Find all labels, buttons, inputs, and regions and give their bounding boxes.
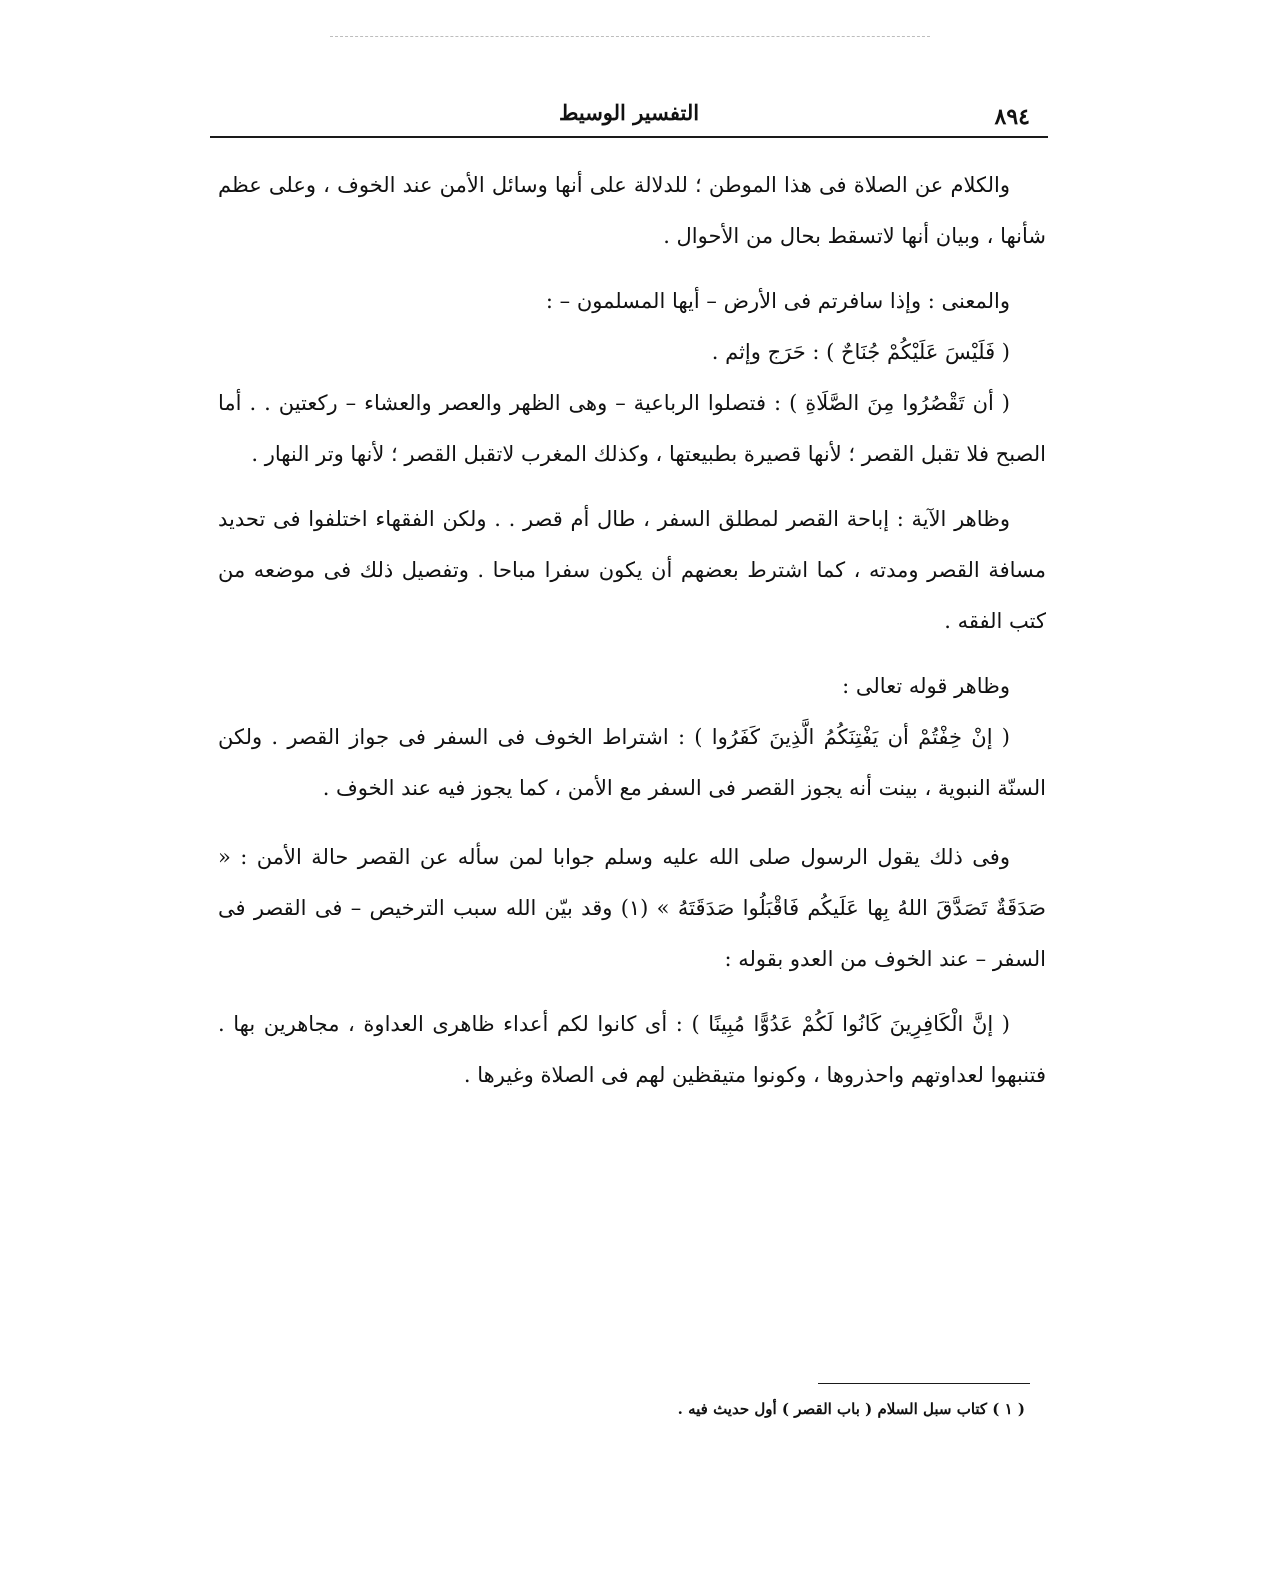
paragraph-hadith: وفى ذلك يقول الرسول صلى الله عليه وسلم جوابا لمن سأله عن القصر حالة الأمن : « صَدَقَةٌ تَصَدَّقَ اللهُ بِها عَلَيكُم فَاقْبَلُوا صَدَقَتَهُ » (١) وقد بيّن الله سبب الترخيص – فى القصر فى السفر – عند الخوف من العدو بقوله : [218,845,1046,971]
footnote: ( ١ ) كتاب سبل السلام ( باب القصر ) أول حديث فيه . [677,1400,1025,1418]
paragraph-meaning: والمعنى : وإذا سافرتم فى الأرض – أيها المسلمون – : [545,289,1010,313]
paragraph-saying: وظاهر قوله تعالى : [842,674,1010,698]
running-title: التفسير الوسيط [558,100,700,125]
footnote-rule [818,1383,1030,1384]
scan-artifact-line [330,36,930,37]
paragraph-disbelievers-enemy: ( إنَّ الْكَافِرِينَ كَانُوا لَكُمْ عَدُوًّا مُبِينًا ) : أى كانوا لكم أعداء ظاهرى العداوة ، مجاهرين بها . فتنبهوا لعداوتهم واحذروها ، وكونوا متيقظين لهم فى الصلاة وغيرها . [218,1012,1046,1087]
paragraph-shorten-prayer: ( أن تَقْصُرُوا مِنَ الصَّلَاةِ ) : فتصلوا الرباعية – وهى الظهر والعصر والعشاء – ركعتين . . أما الصبح فلا تقبل القصر ؛ لأنها قصيرة بطبيعتها ، وكذلك المغرب لاتقبل القصر ؛ لأنها وتر النهار . [218,391,1046,466]
page-number: ٨٩٤ [994,104,1030,130]
page-header [210,92,1048,140]
header-rule [210,136,1048,138]
paragraph-fear-condition: ( إنْ خِفْتُمْ أن يَفْتِنَكُمُ الَّذِينَ كَفَرُوا ) : اشتراط الخوف فى السفر فى جواز القصر . ولكن السنّة النبوية ، بينت أنه يجوز القصر فى السفر مع الأمن ، كما يجوز فيه عند الخوف . [218,725,1046,800]
paragraph-prayer-context: والكلام عن الصلاة فى هذا الموطن ؛ للدلالة على أنها وسائل الأمن عند الخوف ، وعلى عظم شأنها ، وبيان أنها لاتسقط بحال من الأحوال . [218,173,1046,248]
paragraph-no-blame: ( فَلَيْسَ عَلَيْكُمْ جُنَاحٌ ) : حَرَج وإثم . [711,340,1010,364]
paragraph-apparent-verse: وظاهر الآية : إباحة القصر لمطلق السفر ، طال أم قصر . . ولكن الفقهاء اختلفوا فى تحديد مسافة القصر ومدته ، كما اشترط بعضهم أن يكون سفرا مباحا . وتفصيل ذلك فى موضعه من كتب الفقه . [218,507,1046,633]
body-text [218,160,1046,1101]
